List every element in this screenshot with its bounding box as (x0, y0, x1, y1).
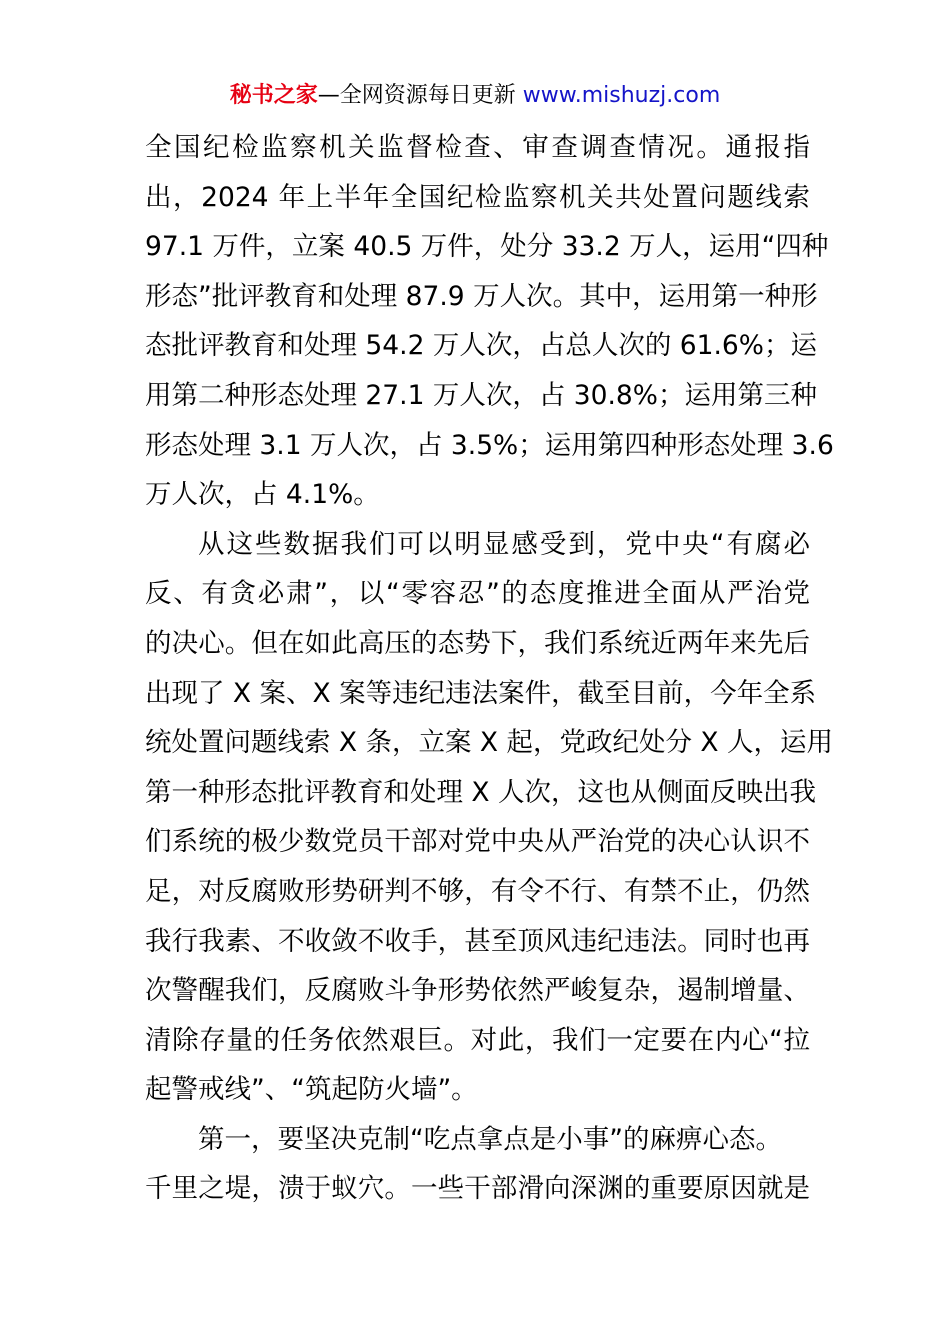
paragraph-first-line: 第一，要坚决克制“吃点拿点是小事”的麻痹心态。 (198, 1123, 782, 1155)
text-line: 形态处理 3.1 万人次，占 3.5%；运用第四种形态处理 3.6 (145, 429, 834, 461)
brand-name: 秘书之家 (229, 83, 318, 108)
text-line: 们系统的极少数党员干部对党中央从严治党的决心认识不 (145, 826, 810, 858)
text-line: 97.1 万件，立案 40.5 万件，处分 33.2 万人，运用“四种 (145, 231, 829, 263)
text-line: 千里之堤，溃于蚁穴。一些干部滑向深渊的重要原因就是 (145, 1173, 810, 1205)
text-line: 态批评教育和处理 54.2 万人次，占总人次的 61.6%；运 (145, 330, 817, 362)
text-line: 全国纪检监察机关监督检查、审查调查情况。通报指 (145, 132, 810, 163)
text-line: 万人次，占 4.1%。 (145, 479, 380, 511)
text-line: 我行我素、不收敛不收手，甚至顶风违纪违法。同时也再 (145, 925, 810, 957)
text-line: 清除存量的任务依然艰巨。对此，我们一定要在内心“拉 (145, 1024, 810, 1056)
site-header (0, 80, 950, 112)
header-tagline: —全网资源每日更新 (317, 83, 523, 108)
site-url-link[interactable]: www.mishuzj.com (522, 83, 721, 108)
text-line: 起警戒线”、“筑起防火墙”。 (145, 1074, 478, 1106)
text-line: 出现了 X 案、X 案等违纪违法案件，截至目前，今年全系 (145, 677, 817, 709)
text-line: 足，对反腐败形势研判不够，有令不行、有禁不止，仍然 (145, 875, 810, 907)
text-line: 用第二种形态处理 27.1 万人次，占 30.8%；运用第三种 (145, 379, 817, 411)
paragraph-first-line: 从这些数据我们可以明显感受到，党中央“有腐必 (198, 528, 810, 560)
document-body (145, 123, 834, 1214)
text-line: 第一种形态批评教育和处理 X 人次，这也从侧面反映出我 (145, 776, 817, 808)
text-line: 次警醒我们，反腐败斗争形势依然严峻复杂，遏制增量、 (145, 975, 810, 1007)
text-line: 的决心。但在如此高压的态势下，我们系统近两年来先后 (145, 627, 810, 659)
text-line: 形态”批评教育和处理 87.9 万人次。其中，运用第一种形 (145, 280, 818, 312)
text-line: 统处置问题线索 X 条，立案 X 起，党政纪处分 X 人，运用 (145, 727, 834, 759)
text-line: 出，2024 年上半年全国纪检监察机关共处置问题线索 (145, 181, 810, 213)
text-line: 反、有贪必肃”，以“零容忍”的态度推进全面从严治党 (145, 578, 810, 610)
